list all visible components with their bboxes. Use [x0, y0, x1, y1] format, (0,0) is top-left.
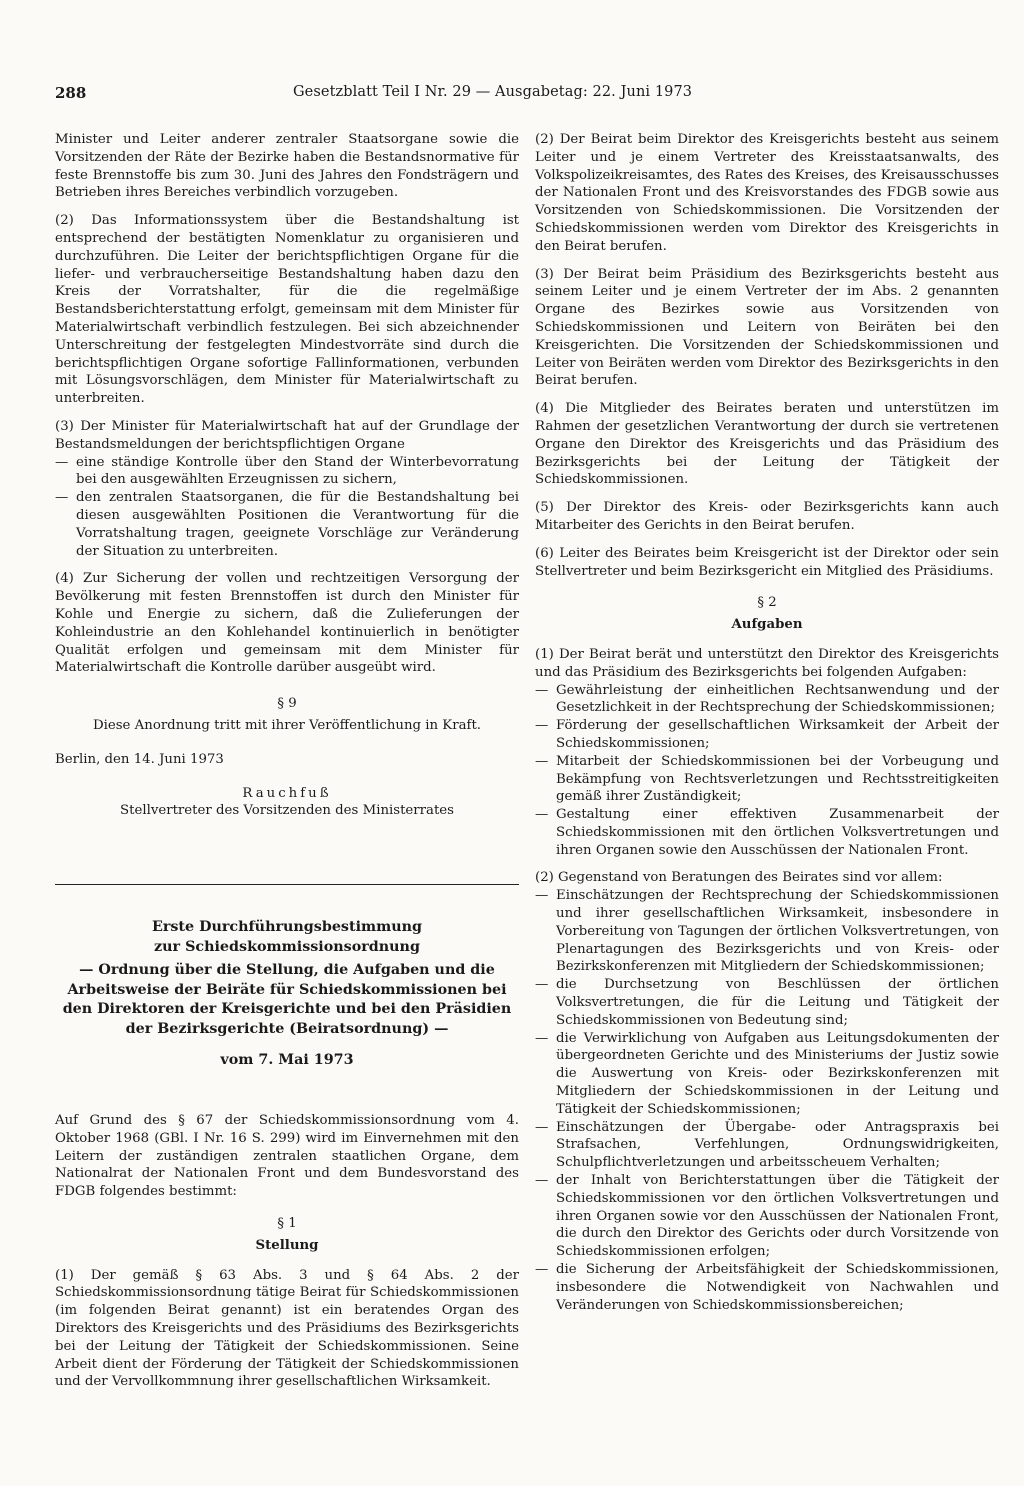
signer-name: Rauchfuß — [242, 785, 332, 801]
paragraph-continuation: Minister und Leiter anderer zentraler Staatsorgane sowie die Vorsitzenden der Räte der Bezirke haben die Bestandsnormative für feste Brennstoffe bis zum 30. Juni des Jahres den Fondsträgern und Betrieben ihres Bereiches verbindlich vorzugeben. — [55, 132, 519, 201]
list-item: — Gestaltung einer effektiven Zusammenarbeit der Schiedskommissionen mit den örtlichen Volksvertretungen und ihren Organen sowie den Ausschüssen der Nationalen Front. — [535, 806, 999, 859]
page-number: 288 — [55, 84, 87, 102]
paragraph-3-intro: (3) Der Minister für Materialwirtschaft hat auf der Grundlage der Bestandsmeldungen der berichtspflichtigen Organe — [55, 418, 519, 452]
running-title: Gesetzblatt Teil I Nr. 29 — Ausgabetag: 22. Juni 1973 — [293, 84, 693, 100]
list-item: — Einschätzungen der Rechtsprechung der Schiedskommissionen und ihrer gesellschaftlichen Wirksamkeit, insbesondere in Vorbereitung von Tagungen der örtlichen Volksvertretungen, von Plenartagungen des Bezirksgerichts und von Kreis- oder Bezirkskonferenzen mit Mitgliedern der Schiedskommissionen; — [535, 887, 999, 976]
place-date: Berlin, den 14. Juni 1973 — [55, 751, 224, 767]
preamble: Auf Grund des § 67 der Schiedskommissionsordnung vom 4. Oktober 1968 (GBl. I Nr. 16 S. 299) wird im Einvernehmen mit den Leitern der zuständigen zentralen staatlichen Organe, dem Nationalrat der Nationalen Front und dem Bundesvorstand des FDGB folgendes bestimmt: — [55, 1113, 519, 1200]
list-item: — die Durchsetzung von Beschlüssen der örtlichen Volksvertretungen, die für die Leitung und Tätigkeit der Schiedskommissionen von Bedeutung sind; — [535, 976, 999, 1029]
section-1-paragraph-6: (6) Leiter des Beirates beim Kreisgericht ist der Direktor oder sein Stellvertreter und beim Bezirksgericht ein Mitglied des Präsidiums. — [535, 545, 999, 579]
decree-body-left — [55, 1112, 519, 1401]
right-column — [535, 131, 999, 1324]
left-column — [55, 131, 519, 820]
section-1-paragraph-3: (3) Der Beirat beim Präsidium des Bezirksgerichts besteht aus seinem Leiter und je einem Vertreter der im Abs. 2 genannten Organe des Bezirkes sowie aus Vorsitzenden von Schiedskommissionen und Leitern von Beiräten bei den Kreisgerichten. Die Vorsitzenden der Schiedskommissionen und Leiter von Beiräten werden vom Direktor des Bezirksgerichts in den Beirat berufen. — [535, 266, 999, 389]
list-item: — den zentralen Staatsorganen, die für die Bestandshaltung bei diesen ausgewählten Positionen die Verantwortung für die Vorratshaltung tragen, geeignete Vorschläge zur Veränderung der Situation zu unterbreiten. — [55, 489, 519, 560]
paragraph-2: (2) Das Informationssystem über die Bestandshaltung ist entsprechend der bestätigten Nomenklatur zu organisieren und durchzuführen. Die Leiter der berichtspflichtigen Organe für die liefer- und verbraucherseitige Bestandshaltung haben dazu den Kreis der Vorratshalter, für die die regelmäßige Bestandsberichterstattung erfolgt, gemeinsam mit dem Minister für Materialwirtschaft verbindlich festzulegen. Bei sich abzeichnender Unterschreitung der festgelegten Mindestvorräte sind durch die berichtspflichtigen Organe sofortige Fallinformationen, verbunden mit Lösungsvorschlägen, dem Minister für Materialwirtschaft zu unterbreiten. — [55, 213, 519, 407]
section-2-paragraph-2-list — [535, 887, 999, 1314]
section-1-paragraph-1: (1) Der gemäß § 63 Abs. 3 und § 64 Abs. 2 der Schiedskommissionsordnung tätige Beirat für Schiedskommissionen (im folgenden Beirat genannt) ist ein beratendes Organ des Direktors des Kreisgerichts und des Präsidiums des Bezirksgerichts bei der Leitung der Tätigkeit der Schiedskommissionen. Seine Arbeit dient der Förderung der Tätigkeit der Schiedskommissionen und der Vervollkommnung ihrer gesellschaftlichen Wirksamkeit. — [55, 1267, 519, 1390]
section-1-title: Stellung — [255, 1237, 319, 1253]
list-item: — die Verwirklichung von Aufgaben aus Leitungsdokumenten der übergeordneten Gerichte und des Ministeriums der Justiz sowie die Auswertung von Kreis- oder Bezirkskonferenzen mit Mitgliedern der Schiedskommissionen in der Leitung und Tätigkeit der Schiedskommissionen; — [535, 1030, 999, 1119]
section-9-sign: § 9 — [277, 696, 297, 712]
decree-title-line-1: Erste Durchführungsbestimmung — [151, 919, 423, 935]
list-item: — die Sicherung der Arbeitsfähigkeit der Schiedskommissionen, insbesondere die Notwendigkeit von Nachwahlen und Veränderungen von Schiedskommissionsbereichen; — [535, 1261, 999, 1314]
list-item: — Einschätzungen der Übergabe- oder Antragspraxis bei Strafsachen, Verfehlungen, Ordnungswidrigkeiten, Schulpflichtverletzungen und arbeitsscheuem Verhalten; — [535, 1119, 999, 1172]
paragraph-3-list — [55, 454, 519, 561]
section-2-paragraph-1-list — [535, 682, 999, 860]
list-item: — eine ständige Kontrolle über den Stand der Winterbevorratung bei den ausgewählten Erzeugnissen zu sichern, — [55, 454, 519, 490]
page-header — [55, 84, 1003, 106]
section-1-paragraph-5: (5) Der Direktor des Kreis- oder Bezirksgerichts kann auch Mitarbeiter des Gerichts in den Beirat berufen. — [535, 500, 999, 533]
paragraph-4: (4) Zur Sicherung der vollen und rechtzeitigen Versorgung der Bevölkerung mit festen Brennstoffen ist durch den Minister für Kohle und Energie zu sichern, daß die Zulieferungen der Kohleindustrie an den Kohlehandel kontinuierlich in benötigter Qualität erfolgen und gemeinsam mit dem Minister für Materialwirtschaft die Kontrolle darüber ausgeübt wird. — [55, 571, 519, 676]
list-item: — Mitarbeit der Schiedskommissionen bei der Vorbeugung und Bekämpfung von Rechtsverletzungen und Rechtsstreitigkeiten gemäß ihrer Zuständigkeit; — [535, 753, 999, 806]
decree-subtitle: — Ordnung über die Stellung, die Aufgaben und die Arbeitsweise der Beiräte für Schiedskommissionen bei den Direktoren der Kreisgerichte und bei den Präsidien der Bezirksgerichte (Beiratsordnung) — — [62, 962, 512, 1037]
section-2-title: Aufgaben — [731, 617, 803, 633]
signer-title: Stellvertreter des Vorsitzenden des Ministerrates — [120, 803, 454, 819]
section-1-sign: § 1 — [277, 1215, 297, 1231]
section-1-paragraph-4: (4) Die Mitglieder des Beirates beraten und unterstützen im Rahmen der gesetzlichen Verantwortung der durch sie vertretenen Organe den Direktor des Kreisgerichts und das Präsidium des Bezirksgerichts bei der Leitung der Tätigkeit der Schiedskommissionen. — [535, 401, 999, 488]
list-item: — Förderung der gesellschaftlichen Wirksamkeit der Arbeit der Schiedskommissionen; — [535, 717, 999, 753]
decree-title-block — [55, 918, 519, 1071]
section-9-text: Diese Anordnung tritt mit ihrer Veröffentlichung in Kraft. — [92, 717, 482, 733]
section-2-paragraph-1-intro: (1) Der Beirat berät und unterstützt den Direktor des Kreisgerichts und das Präsidium des Bezirksgerichts bei folgenden Aufgaben: — [535, 646, 999, 680]
section-1-paragraph-2: (2) Der Beirat beim Direktor des Kreisgerichts besteht aus seinem Leiter und je einem Vertreter des Kreisstaatsanwalts, des Volkspolizeikreisamtes, des Rates des Kreises, des Kreisausschusses der Nationalen Front und des Kreisvorstandes des FDGB sowie aus Vorsitzenden von Schiedskommissionen. Die Vorsitzenden der Schiedskommissionen werden vom Direktor des Kreisgerichts in den Beirat berufen. — [535, 132, 999, 254]
list-item: — der Inhalt von Berichterstattungen über die Tätigkeit der Schiedskommissionen vor den örtlichen Volksvertretungen und ihren Organen sowie vor den Ausschüssen der Nationalen Front, die durch den Direktor des Gerichts oder durch Vorsitzende von Schiedskommissionen erfolgen; — [535, 1172, 999, 1261]
decree-title-line-2: zur Schiedskommissionsordnung — [154, 938, 420, 955]
section-divider — [55, 884, 519, 885]
decree-date: vom 7. Mai 1973 — [220, 1052, 354, 1068]
list-item: — Gewährleistung der einheitlichen Rechtsanwendung und der Gesetzlichkeit in der Rechtsprechung der Schiedskommissionen; — [535, 682, 999, 718]
section-2-sign: § 2 — [757, 595, 777, 611]
section-2-paragraph-2-intro: (2) Gegenstand von Beratungen des Beirates sind vor allem: — [535, 870, 943, 886]
